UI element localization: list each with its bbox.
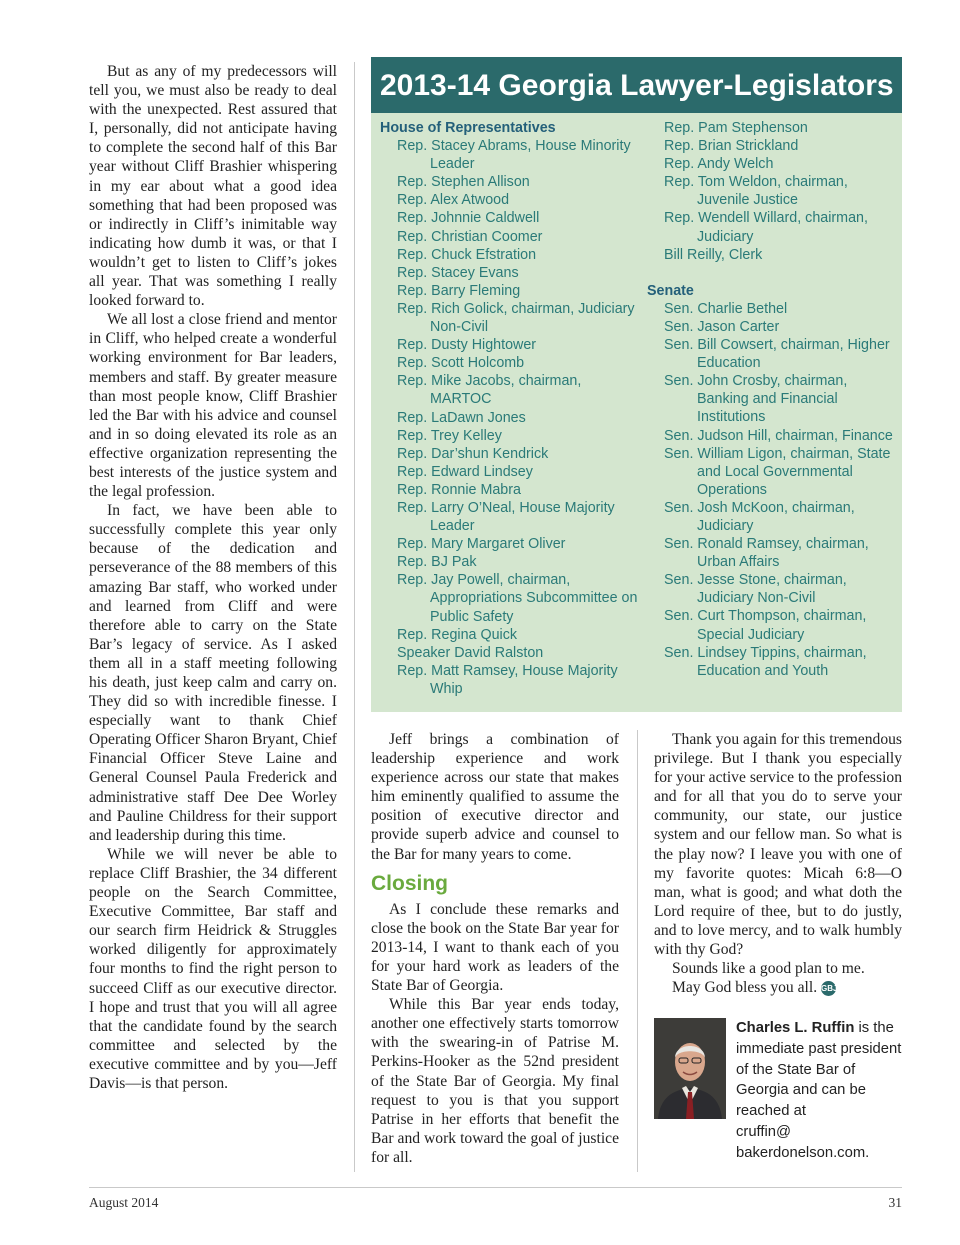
article-paragraph: As I conclude these remarks and close the book on the State Bar year for 2013-14, I want to thank each of you for your hard work as leaders of the State Bar of Georgia.	[371, 900, 619, 995]
legislator-entry: Speaker David Ralston	[397, 644, 544, 661]
legislator-entry: Rep. Dar’shun Kendrick	[397, 445, 549, 462]
article-paragraph: We all lost a close friend and mentor in Cliff, who helped create a wonderful working environment for Bar leaders, members and staff. By greater measure than most people know, Cliff Brashier led the Bar with his advice and counsel and in so doing elevated its role as an effective organization representing the best interests of the justice system and the legal profession.	[89, 311, 337, 501]
legislator-entry: Rep. Stacey Abrams, House Minority Leader	[397, 138, 631, 173]
author-portrait-icon	[654, 1018, 726, 1119]
article-paragraph: While this Bar year ends today, another one effectively starts tomorrow with the swearing-in of Patrise M. Perkins-Hooker as the 52nd president of the State Bar of Georgia. My final request to you is that you support Patrise in her efforts that benefit the Bar and work toward the goal of justice for all.	[371, 996, 619, 1166]
sidebar-right-list	[647, 119, 897, 680]
senate-heading: Senate	[647, 282, 694, 299]
senator-entry: Sen. Jesse Stone, chairman, Judiciary Non-Civil	[664, 572, 847, 607]
page-number: 31	[888, 1195, 902, 1210]
legislator-entry: Rep. Jay Powell, chairman, Appropriations Subcommittee on Public Safety	[397, 572, 638, 625]
author-bio-text: is the immediate past president of the State Bar of Georgia and can be reached at	[736, 1020, 902, 1120]
senator-entry: Sen. Charlie Bethel	[664, 300, 788, 317]
closing-heading: Closing	[371, 871, 448, 895]
legislator-entry: Rep. Brian Strickland	[664, 138, 799, 155]
sidebar-left-list	[380, 119, 645, 698]
legislator-entry: Rep. Johnnie Caldwell	[397, 210, 540, 227]
article-paragraph: Sounds like a good plan to me.	[672, 960, 865, 978]
footer-date: August 2014	[89, 1195, 159, 1210]
article-paragraph: But as any of my predecessors will tell you, we must also be ready to deal with the unexpected. Rest assured that I, personally, did not anticipate having to complete the second half of this Bar year without Cliff Brashier whispering in my ear about what a good idea something that had been proposed was or indirectly in Cliff’s inimitable way indicating how dumb it was, or that I wouldn’t get to listen to Cliff’s jokes all year. That was something I really looked forward to.	[89, 63, 337, 310]
legislator-entry: Rep. Barry Fleming	[397, 282, 521, 299]
legislator-entry: Rep. Dusty Hightower	[397, 337, 537, 354]
author-bio	[736, 1018, 904, 1164]
legislator-entry: Rep. Andy Welch	[664, 156, 774, 173]
legislator-entry: Rep. Mary Margaret Oliver	[397, 536, 566, 553]
legislator-entry: Rep. Stacey Evans	[397, 264, 519, 281]
article-right-column	[654, 730, 902, 997]
senator-entry: Sen. William Ligon, chairman, State and Local Governmental Operations	[664, 445, 891, 498]
column-divider	[637, 730, 638, 1172]
footer-divider	[89, 1187, 902, 1188]
author-name: Charles L. Ruffin	[736, 1020, 855, 1036]
author-email[interactable]: cruffin@	[736, 1123, 792, 1140]
clerk-entry: Bill Reilly, Clerk	[664, 246, 763, 263]
legislator-entry: Rep. Mike Jacobs, chairman, MARTOC	[397, 373, 582, 408]
article-left-column	[89, 62, 337, 1093]
article-paragraph: Thank you again for this tremendous privilege. But I thank you especially for your active service to the profession and for all that you do to serve your community, our state, our justice system and our fellow man. So what is the play now? I leave you with one of my favorite quotes: Micah 6:8—O man, what is good; and what doth the Lord require of thee, but to do justly, and to love mercy, and to walk humbly with thy God?	[654, 731, 902, 959]
legislator-entry: Rep. Pam Stephenson	[664, 120, 808, 136]
senator-entry: Sen. Judson Hill, chairman, Finance	[664, 427, 893, 444]
sidebar-title: 2013-14 Georgia Lawyer-Legislators	[371, 57, 902, 113]
legislator-entry: Rep. Chuck Efstration	[397, 246, 537, 263]
legislator-entry: Rep. Tom Weldon, chairman, Juvenile Justice	[664, 174, 848, 209]
author-email-domain[interactable]: bakerdonelson.com.	[736, 1144, 870, 1161]
article-paragraph: Jeff brings a combination of leadership experience and work experience across our state that makes him eminently qualified to assume the position of executive director and provide superb advice and counsel to the Bar for many years to come.	[371, 731, 619, 863]
legislator-entry: Rep. LaDawn Jones	[397, 409, 526, 426]
senator-entry: Sen. Josh McKoon, chairman, Judiciary	[664, 499, 855, 534]
senator-entry: Sen. Curt Thompson, chairman, Special Judiciary	[664, 608, 867, 643]
legislator-entry: Rep. Matt Ramsey, House Majority Whip	[397, 662, 618, 697]
legislator-entry: Rep. Rich Golick, chairman, Judiciary Non-Civil	[397, 300, 635, 336]
legislator-entry: Rep. Christian Coomer	[397, 228, 543, 245]
legislator-entry: Rep. Regina Quick	[397, 626, 517, 643]
legislator-entry: Rep. Trey Kelley	[397, 427, 502, 444]
legislator-entry: Rep. Stephen Allison	[397, 174, 530, 191]
senator-entry: Sen. Jason Carter	[664, 318, 780, 335]
house-heading: House of Representatives	[380, 120, 556, 136]
article-middle-column	[371, 730, 619, 1167]
senator-entry: Sen. Bill Cowsert, chairman, Higher Education	[664, 337, 890, 372]
senator-entry: Sen. Lindsey Tippins, chairman, Education and Youth	[664, 644, 867, 679]
gbj-end-mark-icon: GBJ	[821, 981, 836, 996]
signoff-text: May God bless you all.	[672, 979, 818, 997]
article-paragraph: In fact, we have been able to successfully complete this year only because of the dedication and perseverance of the 88 members of this amazing Bar staff, who worked under and learned from Cliff and were therefore able to carry on the State Bar’s legacy of service. As I asked them all in a staff meeting following his death, just keep calm and carry on. They did so with incredible finesse. I especially want to thank Chief Operating Officer Sharon Bryant, Chief Financial Officer Steve Laine and General Counsel Paula Frederick and administrative staff Dee Dee Worley and Pauline Childress for their support and leadership during this time.	[89, 502, 337, 844]
senator-entry: Sen. John Crosby, chairman, Banking and Financial Institutions	[664, 373, 848, 426]
legislator-entry: Rep. BJ Pak	[397, 554, 477, 571]
legislator-entry: Rep. Alex Atwood	[397, 192, 510, 209]
author-photo	[654, 1018, 726, 1119]
lawyer-legislators-sidebar	[371, 57, 902, 712]
signoff-line	[654, 978, 902, 997]
legislator-entry: Rep. Ronnie Mabra	[397, 481, 521, 498]
senator-entry: Sen. Ronald Ramsey, chairman, Urban Affairs	[664, 536, 869, 571]
column-divider	[354, 62, 355, 1172]
legislator-entry: Rep. Edward Lindsey	[397, 463, 533, 480]
legislator-entry: Rep. Scott Holcomb	[397, 355, 525, 372]
legislator-entry: Rep. Wendell Willard, chairman, Judiciary	[664, 210, 868, 245]
legislator-entry: Rep. Larry O’Neal, House Majority Leader	[397, 499, 615, 535]
article-paragraph: While we will never be able to replace Cliff Brashier, the 34 different people on the Search Committee, Executive Committee, Bar staff and our search firm Heidrick & Struggles worked diligently for approximately four months to find the right person to succeed Cliff as our executive director. I hope and trust that you will all agree that the candidate found by the search committee and selected by the executive committee and by you—Jeff Davis—is that person.	[89, 845, 337, 1092]
